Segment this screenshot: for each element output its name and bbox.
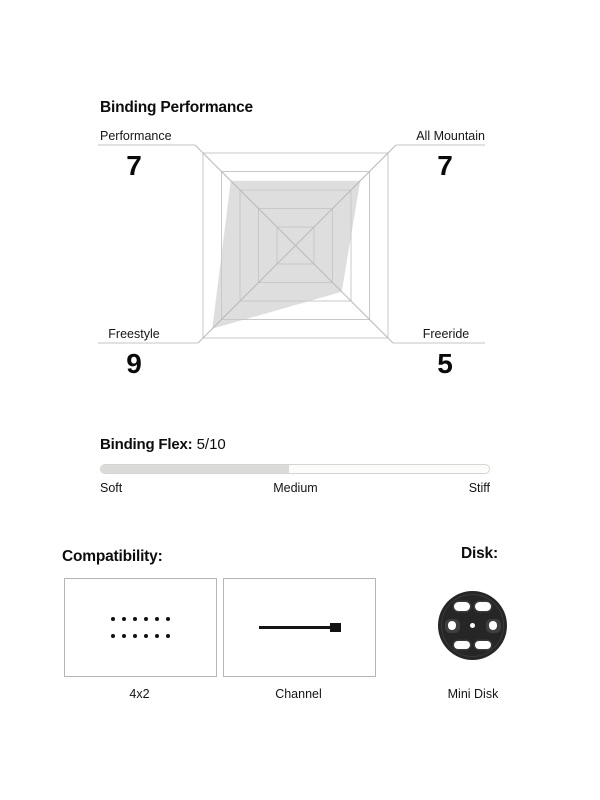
disk-hole-right: [489, 621, 498, 630]
axis-label-performance: Performance: [100, 129, 172, 143]
disk-hole-left: [448, 621, 457, 630]
flex-meter-fill: [101, 465, 289, 473]
mini-disk-icon: [438, 591, 507, 660]
axis-value-freeride: 5: [437, 348, 453, 379]
flex-scale-stiff: Stiff: [468, 481, 490, 495]
4x2-dot-grid-icon: [111, 617, 171, 639]
disk-title: Disk:: [461, 545, 498, 562]
disk-slot-top-right: [475, 602, 491, 611]
flex-scale-labels: [100, 481, 490, 495]
caption-mini-disk: Mini Disk: [447, 687, 499, 701]
channel-line: [259, 626, 330, 629]
compatibility-title: Compatibility:: [62, 548, 163, 565]
compat-box-4x2: [64, 578, 217, 677]
axis-label-all-mountain: All Mountain: [416, 129, 485, 143]
axis-value-freestyle: 9: [126, 348, 142, 379]
axis-label-freeride: Freeride: [422, 327, 470, 341]
channel-slider-square: [330, 623, 341, 632]
axis-label-freestyle: Freestyle: [108, 327, 160, 341]
binding-flex-value: 5/10: [196, 436, 226, 453]
binding-flex-section: [100, 436, 490, 495]
disk-slot-top-left: [454, 602, 470, 611]
flex-scale-medium: Medium: [273, 481, 318, 495]
binding-performance-title: Binding Performance: [100, 99, 253, 116]
flex-meter-track: [100, 464, 490, 474]
caption-4x2: 4x2: [129, 687, 150, 701]
axis-value-all-mountain: 7: [437, 150, 453, 181]
disk-slot-bottom-right: [475, 641, 491, 650]
flex-scale-soft: Soft: [100, 481, 123, 495]
compat-box-channel: [223, 578, 376, 677]
binding-flex-title: [100, 436, 490, 453]
binding-flex-label: Binding Flex:: [100, 436, 193, 453]
caption-channel: Channel: [275, 687, 322, 701]
disk-slot-bottom-left: [454, 641, 470, 650]
channel-icon: [259, 623, 341, 632]
axis-value-performance: 7: [126, 150, 142, 181]
binding-performance-radar-chart: [95, 125, 505, 385]
